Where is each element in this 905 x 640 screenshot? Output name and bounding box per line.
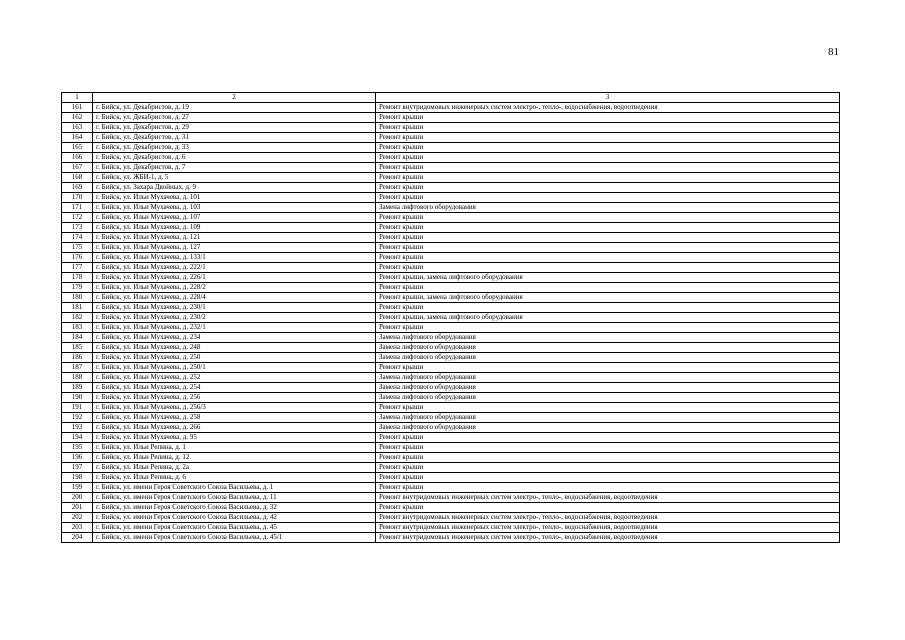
- table-row: [62, 413, 840, 423]
- table-row: [62, 453, 840, 463]
- row-address: г. Бийск, ул. Декабристов, д. 19: [93, 103, 376, 113]
- row-number: 182: [62, 313, 93, 323]
- row-work-type: Ремонт крыши: [376, 433, 840, 443]
- row-work-type: Ремонт крыши: [376, 193, 840, 203]
- row-work-type: Ремонт крыши: [376, 133, 840, 143]
- row-number: 171: [62, 203, 93, 213]
- row-number: 177: [62, 263, 93, 273]
- row-number: 195: [62, 443, 93, 453]
- table-row: [62, 253, 840, 263]
- table-row: [62, 393, 840, 403]
- row-address: г. Бийск, ул. Ильи Мухачева, д. 109: [93, 223, 376, 233]
- row-number: 190: [62, 393, 93, 403]
- table-row: [62, 153, 840, 163]
- row-work-type: Ремонт внутридомовых инженерных систем электро-, тепло-, водоснабжения, водоотведения: [376, 523, 840, 533]
- row-number: 198: [62, 473, 93, 483]
- row-address: г. Бийск, ул. Ильи Мухачева, д. 256/3: [93, 403, 376, 413]
- row-number: 168: [62, 173, 93, 183]
- row-number: 163: [62, 123, 93, 133]
- row-work-type: Ремонт крыши: [376, 153, 840, 163]
- row-work-type: Ремонт крыши: [376, 303, 840, 313]
- row-number: 199: [62, 483, 93, 493]
- row-work-type: Ремонт крыши: [376, 233, 840, 243]
- row-work-type: Ремонт крыши: [376, 113, 840, 123]
- row-work-type: Ремонт внутридомовых инженерных систем электро-, тепло-, водоснабжения, водоотведения: [376, 493, 840, 503]
- row-work-type: Замена лифтового оборудования: [376, 333, 840, 343]
- row-work-type: Ремонт крыши: [376, 283, 840, 293]
- row-address: г. Бийск, ул. Ильи Мухачева, д. 127: [93, 243, 376, 253]
- row-address: г. Бийск, ул. Ильи Мухачева, д. 222/1: [93, 263, 376, 273]
- row-address: г. Бийск, ул. Ильи Мухачева, д. 250: [93, 353, 376, 363]
- table-row: [62, 303, 840, 313]
- row-address: г. Бийск, ул. Декабристов, д. 7: [93, 163, 376, 173]
- table-row: [62, 213, 840, 223]
- row-address: г. Бийск, ул. имени Героя Советского Союза Васильева, д. 45/1: [93, 533, 376, 543]
- row-address: г. Бийск, ул. Декабристов, д. 27: [93, 113, 376, 123]
- row-number: 204: [62, 533, 93, 543]
- row-number: 172: [62, 213, 93, 223]
- page-number: 81: [828, 46, 839, 58]
- row-work-type: Ремонт внутридомовых инженерных систем электро-, тепло-, водоснабжения, водоотведения: [376, 533, 840, 543]
- table-row: [62, 493, 840, 503]
- header-col-1: 1: [62, 93, 93, 103]
- row-number: 188: [62, 373, 93, 383]
- row-address: г. Бийск, ул. Ильи Мухачева, д. 228/4: [93, 293, 376, 303]
- row-work-type: Замена лифтового оборудования: [376, 413, 840, 423]
- row-number: 185: [62, 343, 93, 353]
- row-number: 167: [62, 163, 93, 173]
- table-row: [62, 263, 840, 273]
- row-address: г. Бийск, ул. Ильи Мухачева, д. 228/2: [93, 283, 376, 293]
- row-number: 180: [62, 293, 93, 303]
- row-number: 196: [62, 453, 93, 463]
- row-address: г. Бийск, ул. Ильи Мухачева, д. 232/1: [93, 323, 376, 333]
- row-number: 165: [62, 143, 93, 153]
- row-address: г. Бийск, ул. Ильи Мухачева, д. 252: [93, 373, 376, 383]
- table-row: [62, 463, 840, 473]
- row-work-type: Ремонт крыши: [376, 183, 840, 193]
- row-number: 200: [62, 493, 93, 503]
- table-row: [62, 383, 840, 393]
- row-number: 184: [62, 333, 93, 343]
- table-row: [62, 143, 840, 153]
- row-address: г. Бийск, ул. Ильи Мухачева, д. 266: [93, 423, 376, 433]
- row-number: 164: [62, 133, 93, 143]
- row-address: г. Бийск, ул. имени Героя Советского Союза Васильева, д. 11: [93, 493, 376, 503]
- table-row: [62, 103, 840, 113]
- row-number: 187: [62, 363, 93, 373]
- table-row: [62, 483, 840, 493]
- row-address: г. Бийск, ул. имени Героя Советского Союза Васильева, д. 45: [93, 523, 376, 533]
- row-address: г. Бийск, ул. Ильи Мухачева, д. 103: [93, 203, 376, 213]
- table-row: [62, 193, 840, 203]
- row-address: г. Бийск, ул. Ильи Мухачева, д. 133/1: [93, 253, 376, 263]
- header-col-3: 3: [376, 93, 840, 103]
- row-number: 194: [62, 433, 93, 443]
- row-number: 174: [62, 233, 93, 243]
- row-number: 192: [62, 413, 93, 423]
- table-header-row: [62, 93, 840, 103]
- row-work-type: Ремонт крыши: [376, 503, 840, 513]
- row-work-type: Ремонт крыши: [376, 123, 840, 133]
- table-row: [62, 513, 840, 523]
- row-address: г. Бийск, ул. Ильи Репина, д. 12: [93, 453, 376, 463]
- row-work-type: Ремонт крыши: [376, 223, 840, 233]
- table-row: [62, 123, 840, 133]
- row-work-type: Замена лифтового оборудования: [376, 383, 840, 393]
- row-number: 169: [62, 183, 93, 193]
- row-number: 193: [62, 423, 93, 433]
- row-work-type: Замена лифтового оборудования: [376, 353, 840, 363]
- row-work-type: Ремонт крыши: [376, 403, 840, 413]
- row-work-type: Ремонт крыши: [376, 243, 840, 253]
- row-address: г. Бийск, ул. Ильи Репина, д. 2а: [93, 463, 376, 473]
- table-row: [62, 533, 840, 543]
- table-row: [62, 433, 840, 443]
- table-row: [62, 323, 840, 333]
- table-row: [62, 523, 840, 533]
- table-row: [62, 373, 840, 383]
- row-work-type: Ремонт крыши: [376, 323, 840, 333]
- header-col-2: 2: [93, 93, 376, 103]
- table-row: [62, 363, 840, 373]
- row-work-type: Ремонт крыши: [376, 213, 840, 223]
- row-number: 162: [62, 113, 93, 123]
- row-work-type: Ремонт крыши, замена лифтового оборудования: [376, 313, 840, 323]
- table-body: [62, 93, 840, 543]
- row-address: г. Бийск, ул. Декабристов, д. 33: [93, 143, 376, 153]
- row-number: 202: [62, 513, 93, 523]
- row-address: г. Бийск, ул. Ильи Мухачева, д. 226/1: [93, 273, 376, 283]
- row-work-type: Ремонт внутридомовых инженерных систем электро-, тепло-, водоснабжения, водоотведения: [376, 103, 840, 113]
- table-row: [62, 133, 840, 143]
- row-work-type: Ремонт крыши: [376, 253, 840, 263]
- row-number: 173: [62, 223, 93, 233]
- table-row: [62, 333, 840, 343]
- table-row: [62, 313, 840, 323]
- row-work-type: Замена лифтового оборудования: [376, 373, 840, 383]
- row-number: 189: [62, 383, 93, 393]
- row-address: г. Бийск, ул. имени Героя Советского Союза Васильева, д. 32: [93, 503, 376, 513]
- row-address: г. Бийск, ул. Ильи Мухачева, д. 230/1: [93, 303, 376, 313]
- table-row: [62, 403, 840, 413]
- row-address: г. Бийск, ул. Ильи Мухачева, д. 234: [93, 333, 376, 343]
- row-work-type: Замена лифтового оборудования: [376, 423, 840, 433]
- row-work-type: Ремонт крыши: [376, 173, 840, 183]
- row-address: г. Бийск, ул. ЖБИ-1, д. 5: [93, 173, 376, 183]
- row-work-type: Ремонт крыши, замена лифтового оборудования: [376, 273, 840, 283]
- table-row: [62, 243, 840, 253]
- row-number: 183: [62, 323, 93, 333]
- table-row: [62, 353, 840, 363]
- row-number: 175: [62, 243, 93, 253]
- table-row: [62, 423, 840, 433]
- row-work-type: Ремонт крыши: [376, 263, 840, 273]
- row-work-type: Ремонт крыши: [376, 143, 840, 153]
- row-address: г. Бийск, ул. Декабристов, д. 6: [93, 153, 376, 163]
- table-row: [62, 473, 840, 483]
- row-number: 166: [62, 153, 93, 163]
- row-address: г. Бийск, ул. Ильи Репина, д. 1: [93, 443, 376, 453]
- row-work-type: Ремонт крыши: [376, 163, 840, 173]
- row-number: 201: [62, 503, 93, 513]
- row-address: г. Бийск, ул. Ильи Репина, д. 6: [93, 473, 376, 483]
- row-address: г. Бийск, ул. Ильи Мухачева, д. 230/2: [93, 313, 376, 323]
- row-address: г. Бийск, ул. Ильи Мухачева, д. 101: [93, 193, 376, 203]
- row-address: г. Бийск, ул. Ильи Мухачева, д. 258: [93, 413, 376, 423]
- row-work-type: Ремонт крыши: [376, 363, 840, 373]
- row-address: г. Бийск, ул. Ильи Мухачева, д. 254: [93, 383, 376, 393]
- row-address: г. Бийск, ул. имени Героя Советского Союза Васильева, д. 1: [93, 483, 376, 493]
- table-row: [62, 273, 840, 283]
- row-work-type: Ремонт крыши: [376, 453, 840, 463]
- row-work-type: Ремонт внутридомовых инженерных систем электро-, тепло-, водоснабжения, водоотведения: [376, 513, 840, 523]
- table-row: [62, 233, 840, 243]
- row-work-type: Замена лифтового оборудования: [376, 203, 840, 213]
- row-work-type: Ремонт крыши: [376, 473, 840, 483]
- row-number: 178: [62, 273, 93, 283]
- row-number: 161: [62, 103, 93, 113]
- table-row: [62, 163, 840, 173]
- row-work-type: Замена лифтового оборудования: [376, 343, 840, 353]
- row-address: г. Бийск, ул. Ильи Мухачева, д. 250/1: [93, 363, 376, 373]
- table-row: [62, 183, 840, 193]
- row-address: г. Бийск, ул. Ильи Мухачева, д. 256: [93, 393, 376, 403]
- row-number: 203: [62, 523, 93, 533]
- row-number: 176: [62, 253, 93, 263]
- row-work-type: Ремонт крыши: [376, 463, 840, 473]
- row-address: г. Бийск, ул. Декабристов, д. 31: [93, 133, 376, 143]
- table-row: [62, 203, 840, 213]
- table-row: [62, 173, 840, 183]
- row-address: г. Бийск, ул. Ильи Мухачева, д. 121: [93, 233, 376, 243]
- row-work-type: Ремонт крыши: [376, 483, 840, 493]
- table-row: [62, 343, 840, 353]
- row-address: г. Бийск, ул. Ильи Мухачева, д. 107: [93, 213, 376, 223]
- table-row: [62, 283, 840, 293]
- row-number: 170: [62, 193, 93, 203]
- row-address: г. Бийск, ул. Декабристов, д. 29: [93, 123, 376, 133]
- row-number: 197: [62, 463, 93, 473]
- repair-registry-table: [61, 92, 840, 543]
- row-number: 179: [62, 283, 93, 293]
- row-address: г. Бийск, ул. Ильи Мухачева, д. 95: [93, 433, 376, 443]
- row-work-type: Ремонт крыши: [376, 443, 840, 453]
- row-address: г. Бийск, ул. имени Героя Советского Союза Васильева, д. 42: [93, 513, 376, 523]
- row-work-type: Ремонт крыши, замена лифтового оборудования: [376, 293, 840, 303]
- row-number: 191: [62, 403, 93, 413]
- table-row: [62, 223, 840, 233]
- row-work-type: Замена лифтового оборудования: [376, 393, 840, 403]
- table-row: [62, 293, 840, 303]
- row-number: 181: [62, 303, 93, 313]
- table-row: [62, 443, 840, 453]
- row-address: г. Бийск, ул. Захара Двойных, д. 9: [93, 183, 376, 193]
- table-row: [62, 113, 840, 123]
- row-number: 186: [62, 353, 93, 363]
- table-row: [62, 503, 840, 513]
- row-address: г. Бийск, ул. Ильи Мухачева, д. 248: [93, 343, 376, 353]
